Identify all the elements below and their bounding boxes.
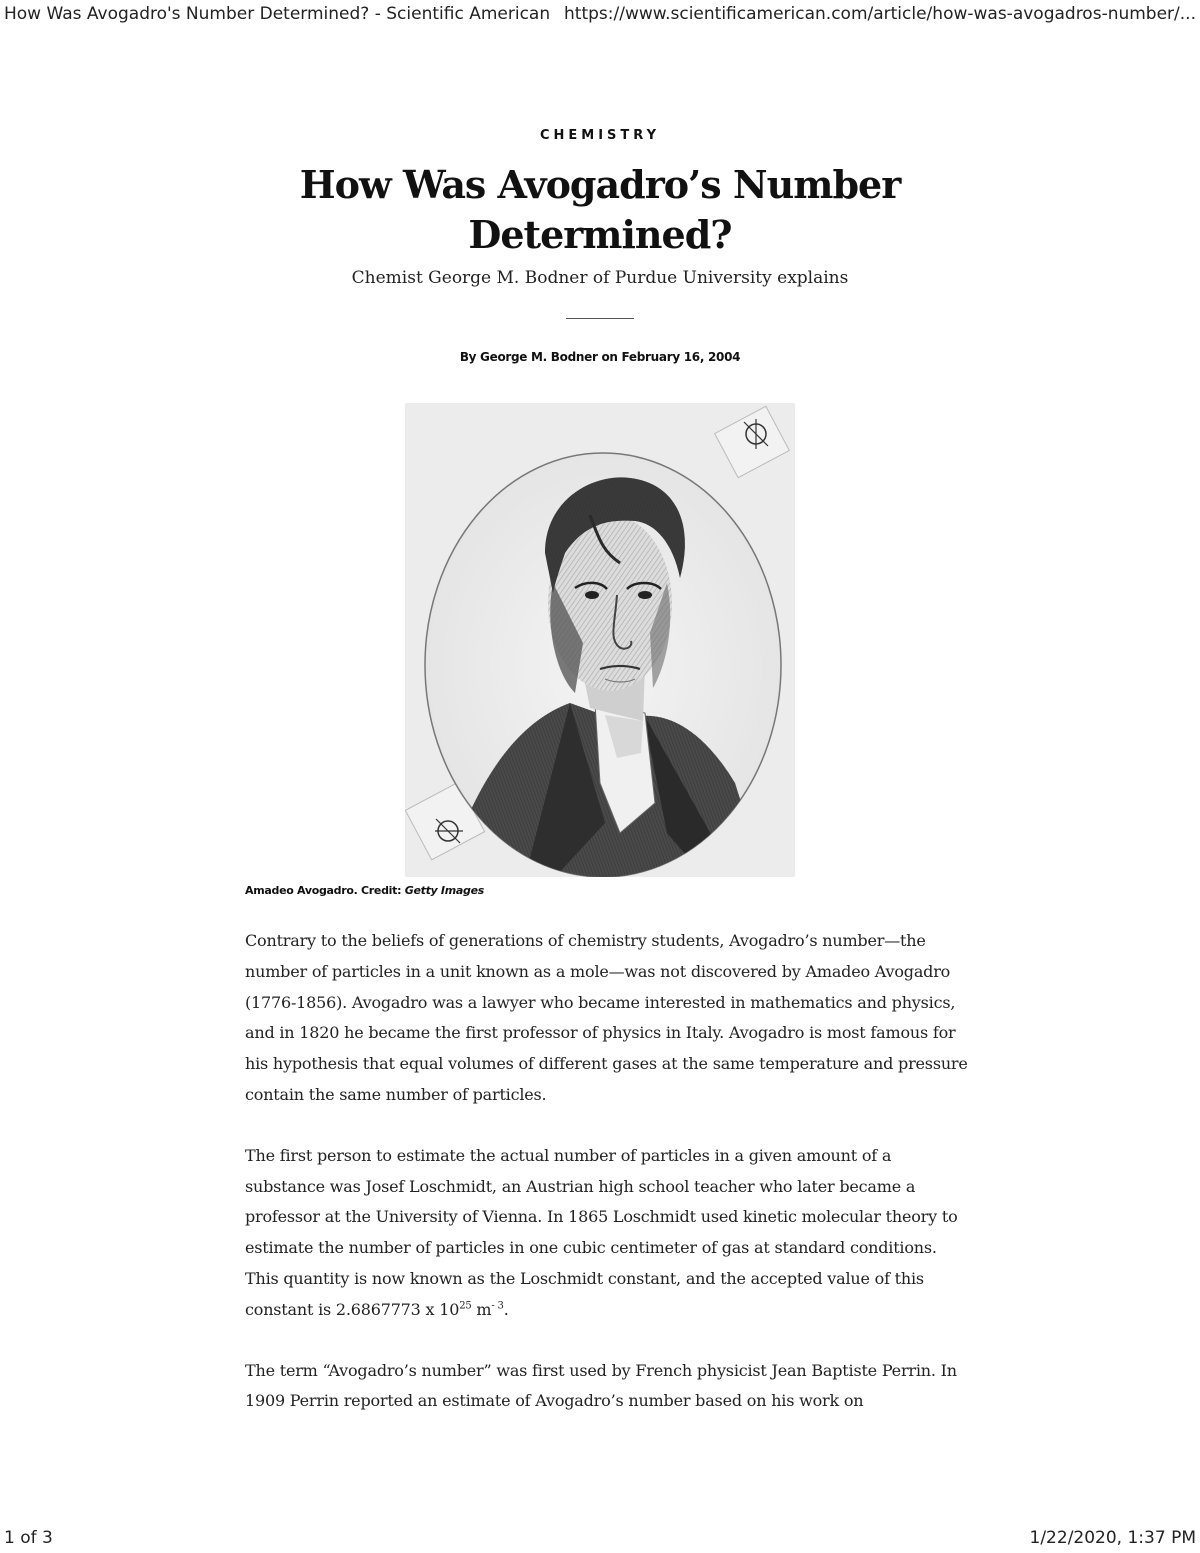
print-footer-datetime: 1/22/2020, 1:37 PM [1029,1528,1196,1548]
paragraph: Contrary to the beliefs of generations of chemistry students, Avogadro’s number—the number of particles in a unit known as a mole—was not discovered by Amadeo Avogadro (1776-1856). Avogadro was a lawyer who became interested in mathematics and physics, and in 1820 he became the first professor of physics in Italy. Avogadro is most famous for his hypothesis that equal volumes of different gases at the same temperature and pressure contain the same number of particles. [245,931,968,1104]
print-header-url: https://www.scientificamerican.com/article/how-was-avogadros-number/... [564,4,1196,24]
article-body [245,926,975,1447]
divider-rule [566,318,634,319]
unit: m [471,1299,492,1319]
unit-exponent: - 3 [491,1300,504,1312]
paragraph-loschmidt [245,1141,975,1326]
paragraph: The term “Avogadro’s number” was first used by French physicist Jean Baptiste Perrin. In 1909 Perrin reported an estimate of Avogadro’s number based on his work on [245,1360,957,1411]
print-footer-page: 1 of 3 [4,1528,53,1548]
section-label[interactable]: CHEMISTRY [539,128,661,143]
caption-credit-source: Getty Images [404,884,484,897]
article-dek: Chemist George M. Bodner of Purdue University explains [351,268,849,288]
portrait-image [405,403,795,877]
article-byline: By George M. Bodner on February 16, 2004 [459,350,741,364]
caption-text: Amadeo Avogadro. Credit: [245,884,405,897]
image-caption [245,884,484,897]
exponent: 25 [459,1300,472,1312]
paragraph-text: The first person to estimate the actual number of particles in a given amount of a substance was Josef Loschmidt, an Austrian high school teacher who later became a professor at the University of Vienna. In 1865 Loschmidt used kinetic molecular theory to estimate the number of particles in one cubic centimeter of gas at standard conditions. This quantity is now known as the Loschmidt constant, and the accepted value of this constant is 2.6867773 x 10 [245,1145,958,1319]
article-headline: How Was Avogadro’s Number Determined? [299,162,901,257]
paragraph-end: . [503,1299,509,1319]
print-header-title: How Was Avogadro's Number Determined? - Scientific American [4,4,551,24]
